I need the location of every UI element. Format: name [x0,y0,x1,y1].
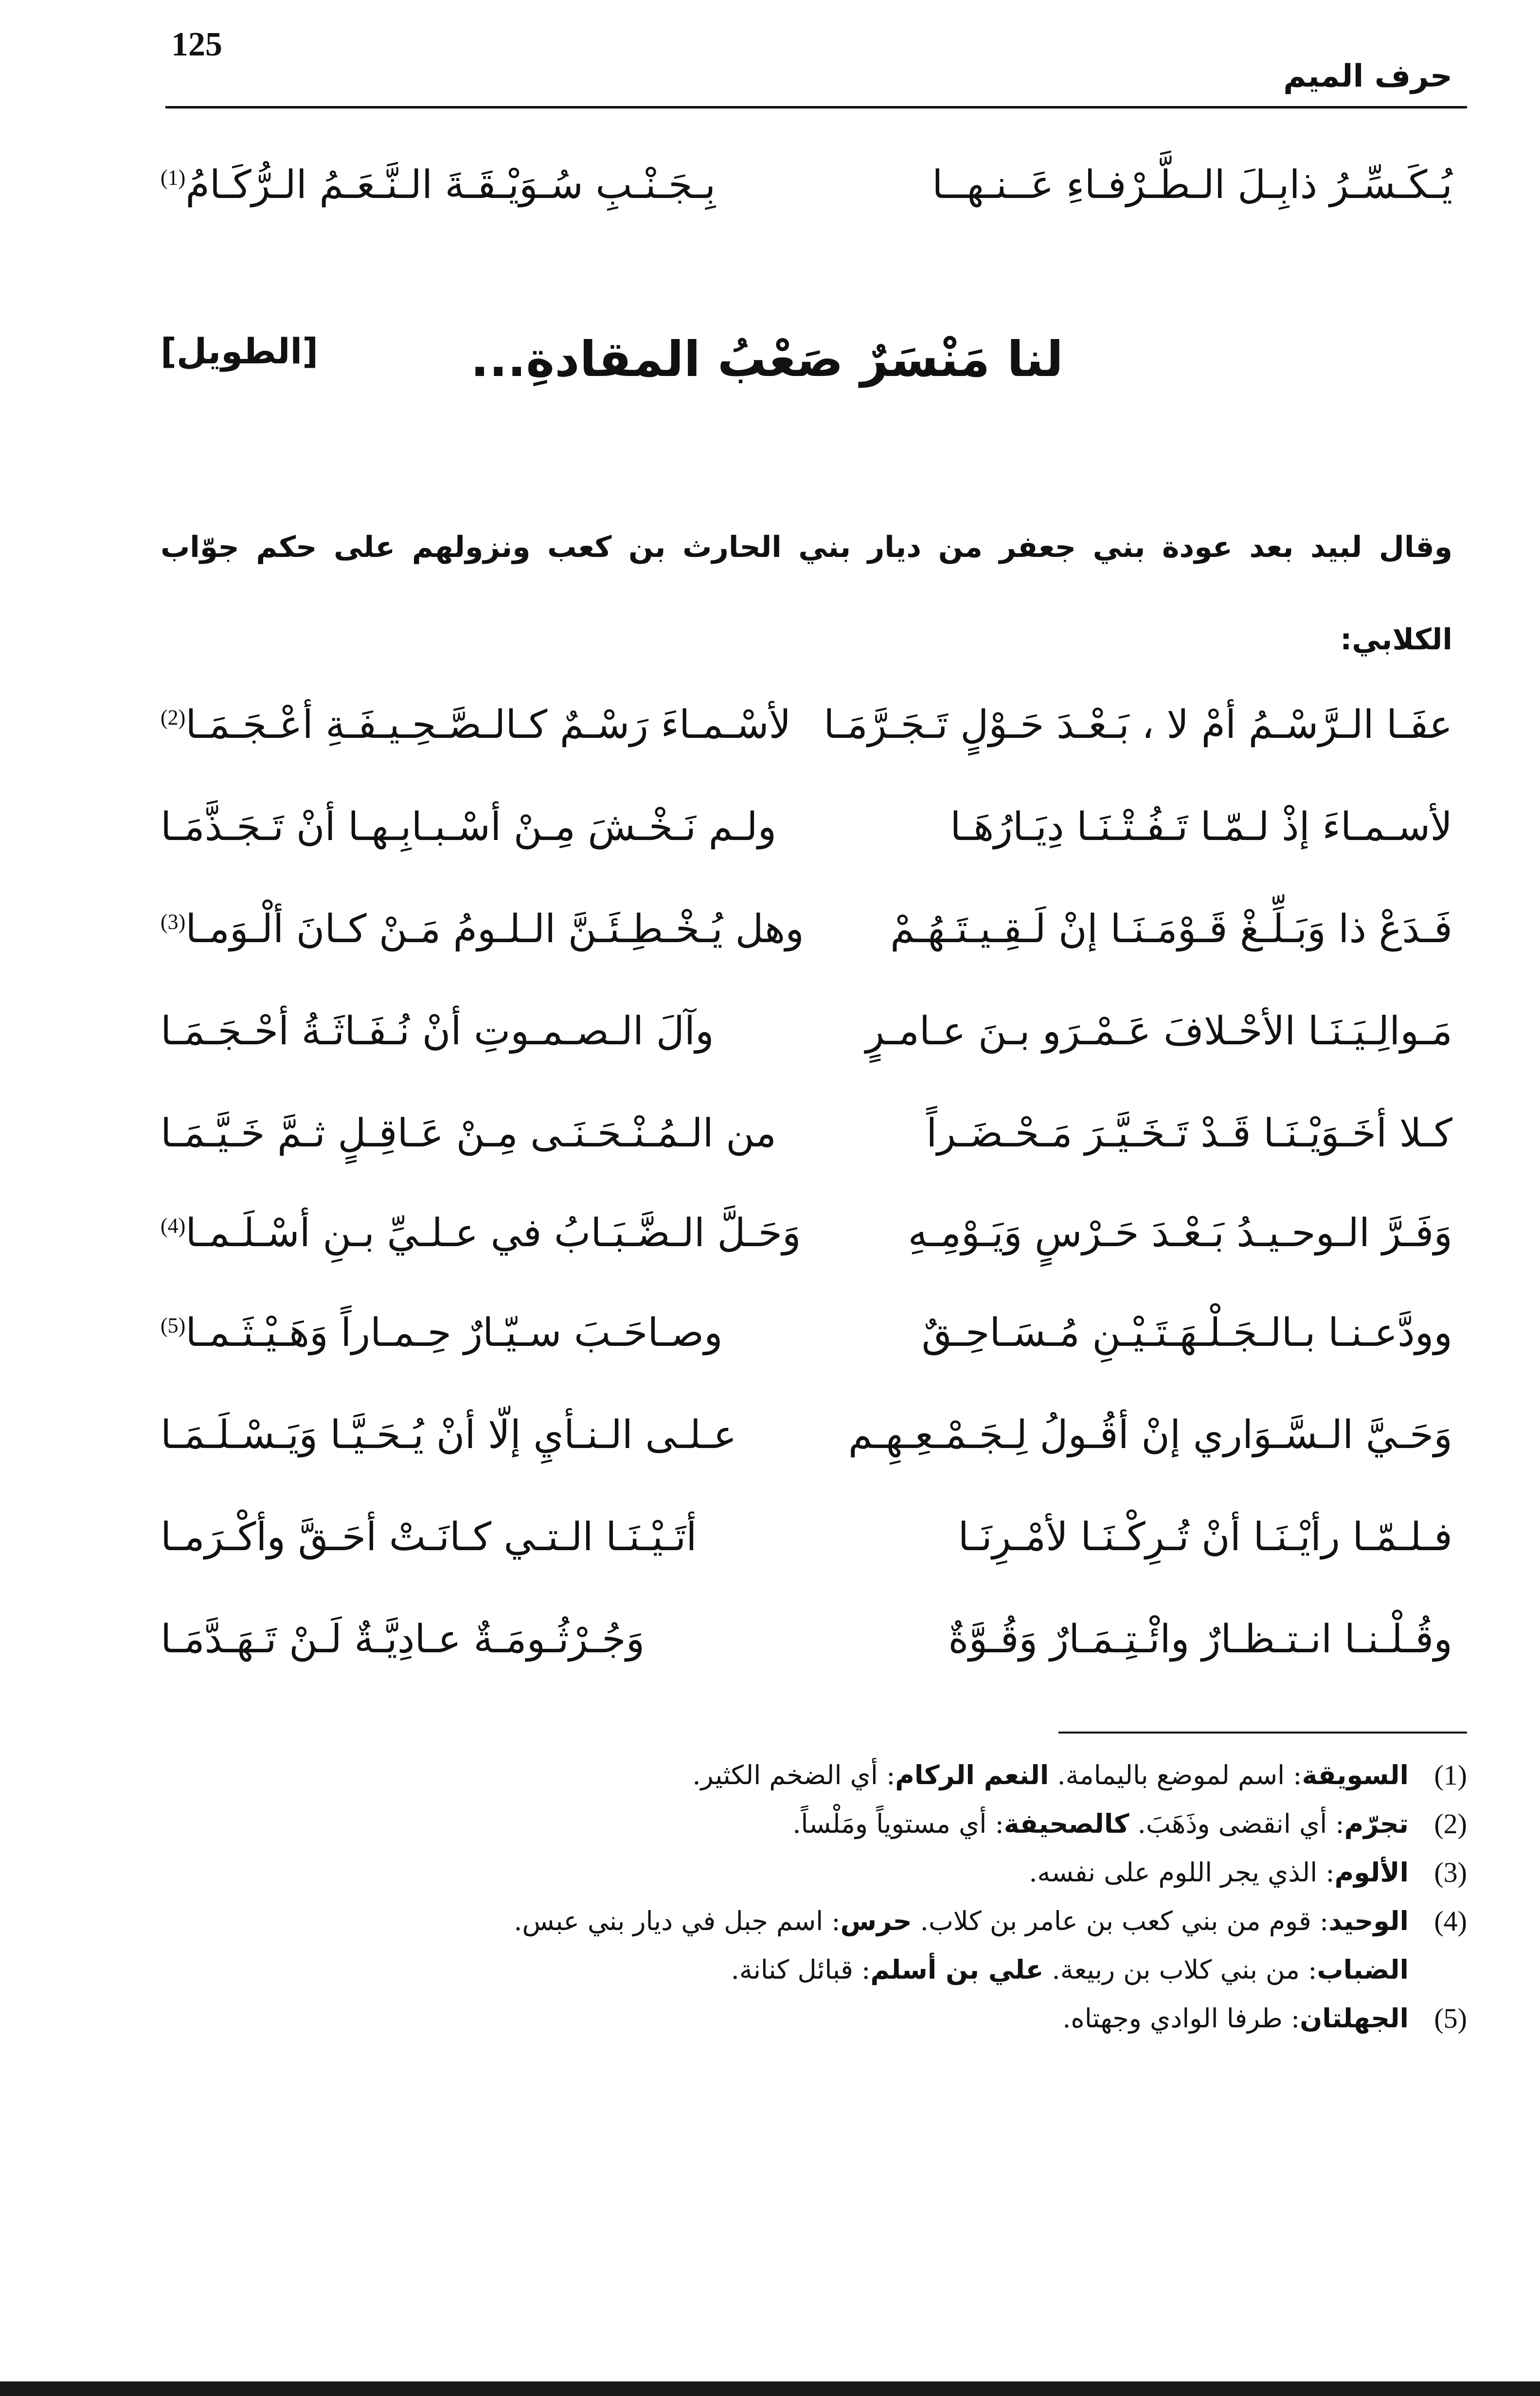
footnote-ref: (4) [161,1214,186,1238]
verse-line [161,1194,1452,1272]
verse-second-hemistich: لأسْـمـاءَ رَسْـمٌ كـالـصَّـحِـيـفَـةِ أعْـجَـمَـا$^{(2)}$ [161,702,791,747]
footnote-number: (4) [1434,1905,1467,1937]
poem-title: لنا مَنْسَرٌ صَعْبُ المقادةِ... [470,331,1063,388]
footnote-text: السويقة: اسم لموضع باليمامة. النعم الركام: أي الضخم الكثير. [692,1760,1409,1790]
verse-second-hemistich: وصـاحَـبَ سـيّـارٌ حِـمـاراً وَهَـيْـثَـمـا$^{(5)}$ [161,1310,723,1355]
footnote-number: (2) [1434,1808,1467,1840]
verse-first-hemistich: فـلـمّـا رأيْـنَـا أنْ تُـرِكْـنَـا لأمْـرِنَـا [958,1514,1452,1559]
verse-second-hemistich: أتَـيْـنَـا الـتـي كـانَـتْ أحَـقَّ وأكْـرَمـا [161,1514,697,1559]
verse-first-hemistich: كـلا أخَـوَيْـنَـا قَـدْ تَـخَـيَّـرَ مَـحْـضَـراً [926,1110,1452,1156]
verse-line [161,992,1452,1070]
verse-first-hemistich: وَحَـيَّ الـسَّـوَاري إنْ أقُـولُ لِـجَـمْـعِـهِـم [848,1412,1452,1457]
verse-line [161,686,1452,764]
verse-second-hemistich: وَحَـلَّ الـضَّـبَـابُ في عـلـيِّ بـنِ أسْـلَـمـا$^{(4)}$ [161,1210,801,1255]
footnote-1 [161,1751,1467,1800]
footnote-ref: (1) [161,165,186,190]
footnote-text: الجهلتان: طرفا الوادي وجهتاه. [1062,2003,1409,2034]
verse-second-hemistich: من الـمُـنْـحَـنَـى مِـنْ عَـاقِـلٍ ثـمَّ خَـيَّـمَـا [161,1110,777,1156]
verse-second-hemistich: وهل يُـخْـطِـئَـنَّ الـلـومُ مَـنْ كـانَ ألْـوَمـا$^{(3)}$ [161,906,804,951]
page-number: 125 [171,26,222,63]
verse-first-hemistich: وقُـلْـنـا انـتـظـارٌ وائْـتِـمَـارٌ وَقُـوَّةٌ [948,1616,1452,1662]
header-rule [165,106,1467,108]
poem-intro: وقال لبيد بعد عودة بني جعفر من ديار بني الحارث بن كعب ونزولهم على حكم جوّاب الكلابي: [161,530,1452,657]
footnote-ref: (5) [161,1313,186,1338]
footnote-ref: (3) [161,910,186,934]
poem-meter: [الطويل] [161,331,319,372]
verse-first-hemistich: يُـكَـسِّـرُ ذابِـلَ الـطَّـرْفـاءِ عَــنـهــا [932,162,1452,207]
verse-second-hemistich: وآلَ الـصـمـوتِ أنْ نُـفَـاثَـةُ أحْـجَـمَـا [161,1008,714,1054]
footnote-text: الألوم: الذي يجر اللوم على نفسه. [1029,1857,1409,1888]
verse-line [161,146,1452,224]
footnote-3 [161,1848,1467,1897]
verse-line [161,1094,1452,1172]
verse-line [161,788,1452,866]
footnote-number: (1) [1434,1759,1467,1791]
verse-line [161,1396,1452,1474]
verse-line [161,1600,1452,1678]
footnote-5 [161,1994,1467,2043]
poem-title-row [161,331,1452,404]
footnote-4 [161,1897,1467,1946]
verse-first-hemistich: وودَّعـنـا بـالـجَـلْـهَـتَـيْـنِ مُـسَـاحِـقٌ [921,1310,1452,1355]
verse-second-hemistich: بِـجَـنْـبِ سُـوَيْـقَـةَ الـنَّـعَـمُ الـرُّكَـامُ$^{(1)}$ [161,162,716,207]
verse-first-hemistich: فَـدَعْ ذا وَبَـلِّـغْ قَـوْمَـنَـا إنْ لَـقِـيـتَـهُـمْ [890,906,1452,951]
footnote-rule [1058,1732,1467,1734]
verse-first-hemistich: عفَـا الـرَّسْـمُ أمْ لا ، بَـعْـدَ حَـوْلٍ تَـجَـرَّمَـا [824,702,1452,747]
footnote-4-continued [161,1946,1467,1994]
footnotes [161,1751,1467,2043]
footnote-2 [161,1800,1467,1848]
footnote-text: الضباب: من بني كلاب بن ربيعة. علي بن أسلم: قبائل كنانة. [731,1954,1409,1985]
footnote-number: (5) [1434,2003,1467,2034]
verse-line [161,1294,1452,1372]
footnote-text: تجرّم: أي انقضى وذَهَبَ. كالصحيفة: أي مستوياً ومَلْساً. [792,1808,1409,1839]
footnote-ref: (2) [161,705,186,730]
footnote-text: الوحيد: قوم من بني كعب بن عامر بن كلاب. حرس: اسم جبل في ديار بني عبس. [514,1906,1409,1936]
scan-edge [0,2381,1540,2396]
chapter-title: حرف الميم [1283,58,1452,94]
verse-first-hemistich: وَفَـرَّ الـوحـيـدُ بَـعْـدَ حَـرْسٍ وَيَـوْمِـهِ [908,1210,1452,1255]
verse-line [161,890,1452,968]
verse-second-hemistich: وَجُـرْثُـومَـةٌ عـادِيَّـةٌ لَـنْ تَـهَـدَّمَـا [161,1616,645,1662]
verse-first-hemistich: مَـوالِـيَـنَـا الأحْـلافَ عَـمْـرَو بـنَ عـامـرٍ [865,1008,1452,1054]
verse-second-hemistich: عـلـى الـنـأيِ إلّا أنْ يُـحَـيَّـا وَيَـسْـلَـمَـا [161,1412,737,1457]
verse-line [161,1498,1452,1576]
verse-second-hemistich: ولـم نَـخْـشَ مِـنْ أسْـبـابِـهـا أنْ تَـجَـذَّمَـا [161,804,777,849]
verse-first-hemistich: لأسـمـاءَ إذْ لـمّـا تَـفُـتْـنَـا دِيَـارُهَـا [950,804,1452,849]
footnote-number: (3) [1434,1857,1467,1888]
